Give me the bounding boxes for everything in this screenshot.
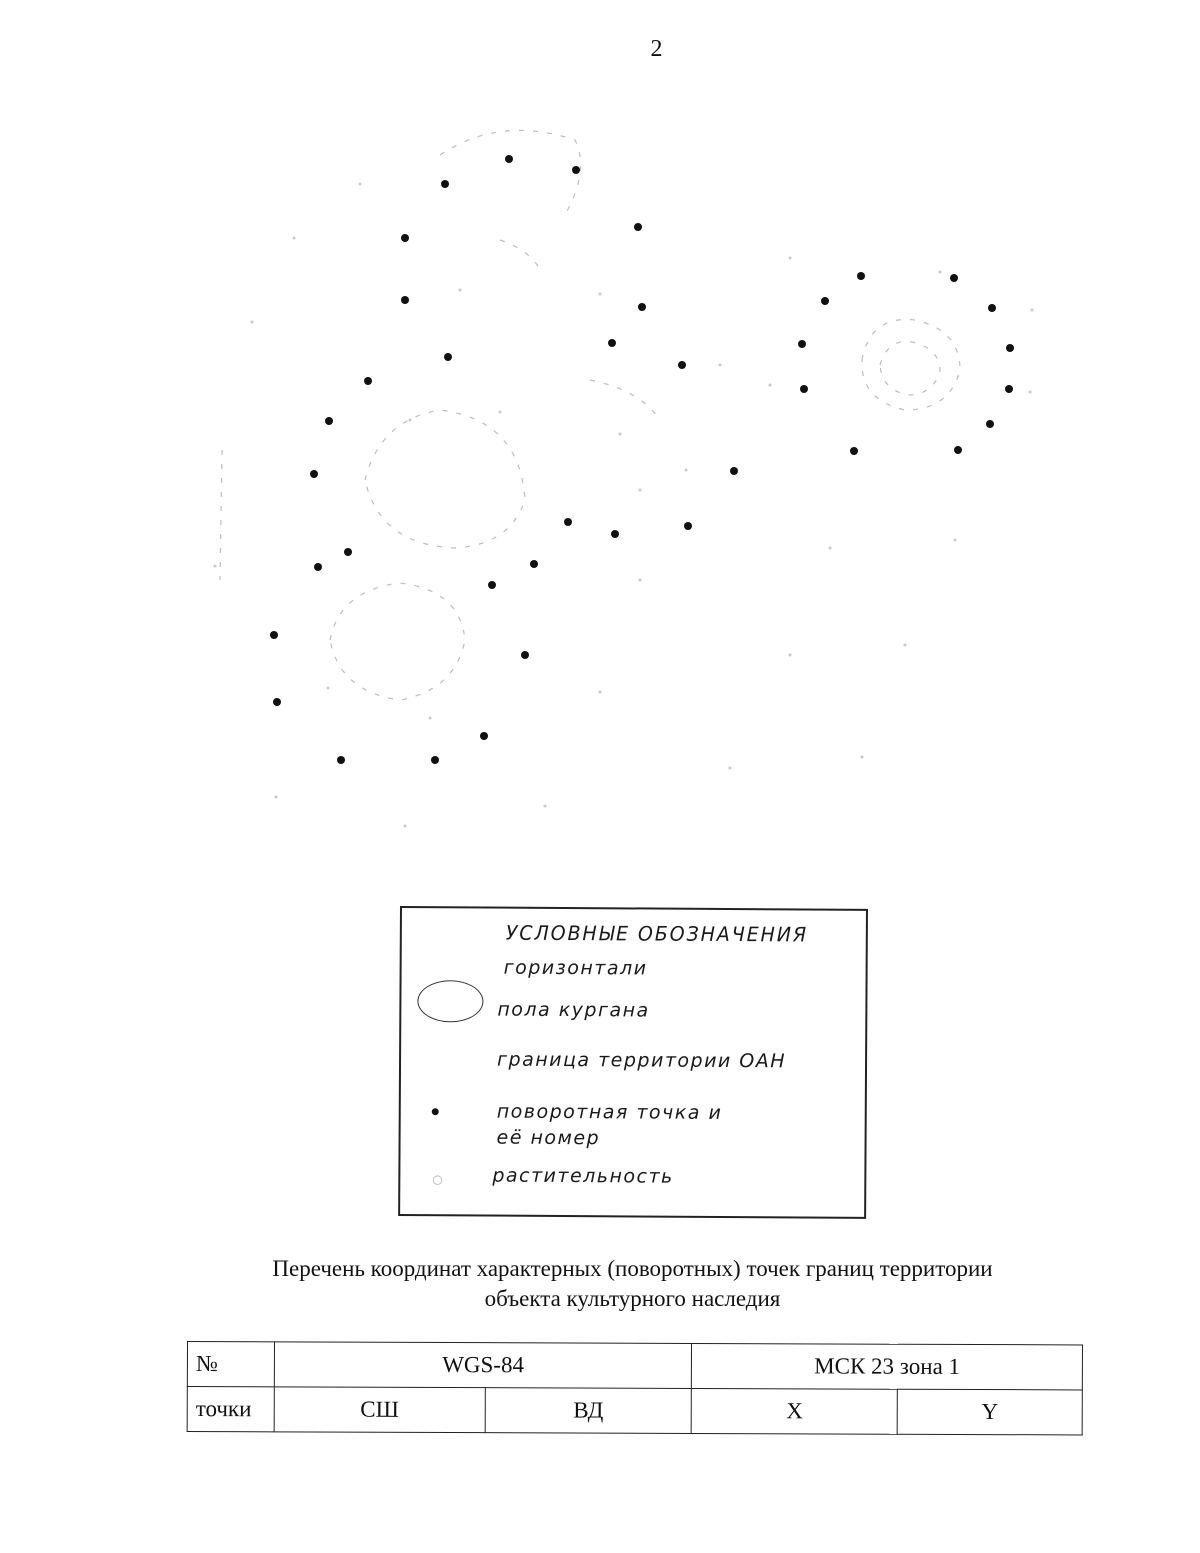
turning-point: [1006, 344, 1014, 352]
turning-point: [638, 303, 646, 311]
turning-point: [344, 548, 352, 556]
turning-point: [611, 530, 619, 538]
turning-point: [678, 361, 686, 369]
turning-point: [364, 377, 372, 385]
turning-point: [521, 651, 529, 659]
turning-point: [337, 756, 345, 764]
turning-points: [270, 155, 1014, 764]
turning-point: [325, 417, 333, 425]
wgs-group-header: WGS-84: [274, 1342, 692, 1389]
turning-point: [986, 420, 994, 428]
legend-contours-label: горизонтали: [503, 956, 648, 980]
col-no-header: №: [187, 1342, 274, 1387]
vegetation-icon: ○: [432, 1172, 443, 1187]
col-y-header: Y: [897, 1389, 1082, 1435]
turning-point-dot-icon: [432, 1108, 439, 1115]
turning-point: [988, 304, 996, 312]
turning-point: [684, 522, 692, 530]
vegetation-marks: [214, 183, 1034, 828]
legend: [398, 906, 868, 1219]
legend-vegetation-label: растительность: [492, 1164, 674, 1188]
turning-point: [401, 296, 409, 304]
turning-point: [798, 340, 806, 348]
turning-point: [401, 234, 409, 242]
turning-point: [954, 446, 962, 454]
col-x-header: X: [692, 1388, 898, 1434]
turning-point: [530, 560, 538, 568]
col-lon-header: ВД: [485, 1388, 692, 1434]
turning-point: [505, 155, 513, 163]
table-caption: Перечень координат характерных (поворотных) точек границ территории объекта культурного наследия: [272, 1256, 993, 1311]
turning-point: [800, 385, 808, 393]
page-number: 2: [650, 36, 663, 62]
turning-point: [444, 353, 452, 361]
turning-point: [310, 470, 318, 478]
table-subheader-row: [187, 1387, 1082, 1435]
turning-point: [564, 518, 572, 526]
turning-point: [730, 467, 738, 475]
legend-mound-label: пола кургана: [497, 998, 650, 1022]
turning-point: [572, 166, 580, 174]
legend-turning-point-label: поворотная точка и её номер: [496, 1100, 723, 1150]
turning-point: [480, 732, 488, 740]
turning-point: [314, 563, 322, 571]
legend-boundary-label: граница территории ОАН: [496, 1048, 787, 1073]
mound-oval-icon: [417, 980, 483, 1022]
turning-point: [431, 756, 439, 764]
turning-point: [488, 581, 496, 589]
turning-point: [857, 272, 865, 280]
turning-point: [850, 447, 858, 455]
contour-lines: [220, 130, 960, 700]
coordinates-table: [187, 1341, 1083, 1435]
turning-point: [608, 339, 616, 347]
col-no-subheader: точки: [187, 1387, 274, 1432]
turning-point: [634, 223, 642, 231]
turning-point: [273, 698, 281, 706]
turning-point: [950, 274, 958, 282]
turning-point: [270, 631, 278, 639]
col-lat-header: СШ: [274, 1387, 485, 1433]
turning-point: [1005, 385, 1013, 393]
turning-point: [441, 180, 449, 188]
turning-point: [821, 297, 829, 305]
table-header-row: [187, 1342, 1082, 1390]
legend-title: УСЛОВНЫЕ ОБОЗНАЧЕНИЯ: [505, 920, 809, 947]
msk-group-header: МСК 23 зона 1: [692, 1343, 1083, 1389]
